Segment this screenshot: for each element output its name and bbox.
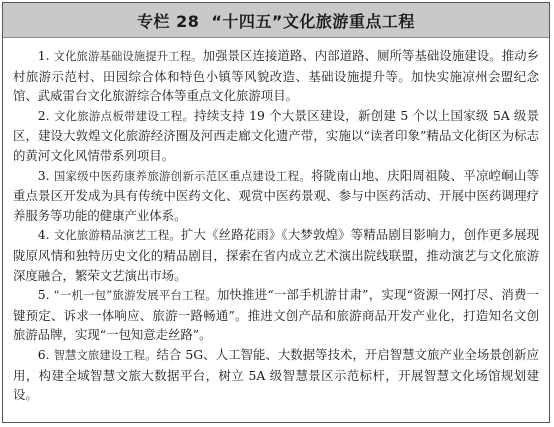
item-heading: 文化旅游点板带建设工程。 [53, 108, 195, 123]
item-number: 2. [37, 107, 54, 123]
item-number: 3. [37, 167, 54, 183]
item-text: 扩大《丝路花雨》《大梦敦煌》等精品剧目影响力，创作更多展现陇原风情和独特历史文化的精品剧目，探索在省内成立艺术演出院线联盟，推动演艺与文化旅游深度融合，繁荣文艺演出市场。 [13, 227, 539, 283]
item-number: 5. [37, 287, 54, 303]
item-number: 4. [37, 227, 54, 243]
item-number: 1. [37, 48, 54, 63]
column-label: 专栏 28 [137, 11, 200, 31]
item-text: 结合 5G、人工智能、大数据等技术，开启智慧文旅产业全场景创新应用，构建全域智慧文旅大数据平台，树立 5A 级智慧景区示范标杆，开展智慧文化场馆规划建设。 [13, 346, 539, 403]
item-heading: 国家级中医药康养旅游创新示范区重点建设工程。 [53, 168, 311, 183]
project-item-4 [13, 225, 539, 285]
item-number: 6. [37, 346, 54, 362]
project-item-6 [13, 345, 539, 405]
column-header [3, 3, 549, 38]
item-heading: 文化旅游精品演艺工程。 [53, 228, 181, 243]
item-text: 加强景区连接道路、内部道路、厕所等基础设施建设。推动乡村旅游示范村、田园综合体和特色小镇等风貌改造、基础设施提升等。加快实施凉州会盟纪念馆、武威雷台文化旅游综合体等重点文化旅游项目。 [13, 48, 540, 104]
project-item-1 [13, 46, 539, 106]
item-text: 持续支持 19 个大景区建设，新创建 5 个以上国家级 5A 级景区，建设大敦煌文化旅游经济圈及河西走廊文化遗产带，实施以“读者印象”精品文化街区为标志的黄河文化风情带系列项目。 [13, 107, 539, 163]
column-box [2, 2, 550, 423]
column-body [3, 38, 549, 405]
item-text: 加快推进“一部手机游甘肃”，实现“资源一网打尽、消费一键预定、诉求一体响应、旅游一路畅通”。推进文创产品和旅游商品开发产业化，打造知名文创旅游品牌，实现“一包知意走丝路”。 [13, 287, 539, 343]
column-title: “十四五”文化旅游重点工程 [211, 11, 415, 31]
item-heading: 智慧文旅建设工程。 [53, 347, 157, 362]
item-heading: 文化旅游基础设施提升工程。 [53, 49, 203, 63]
project-item-3 [13, 166, 539, 226]
item-text: 将陇南山地、庆阳周祖陵、平凉崆峒山等重点景区开发成为具有传统中医药文化、观赏中医药景观、参与中医药活动、开展中医药调理疗养服务等功能的健康产业体系。 [13, 167, 539, 223]
project-item-2 [13, 106, 539, 166]
project-item-5 [13, 285, 539, 345]
item-heading: “一机一包”旅游发展平台工程。 [53, 288, 217, 303]
